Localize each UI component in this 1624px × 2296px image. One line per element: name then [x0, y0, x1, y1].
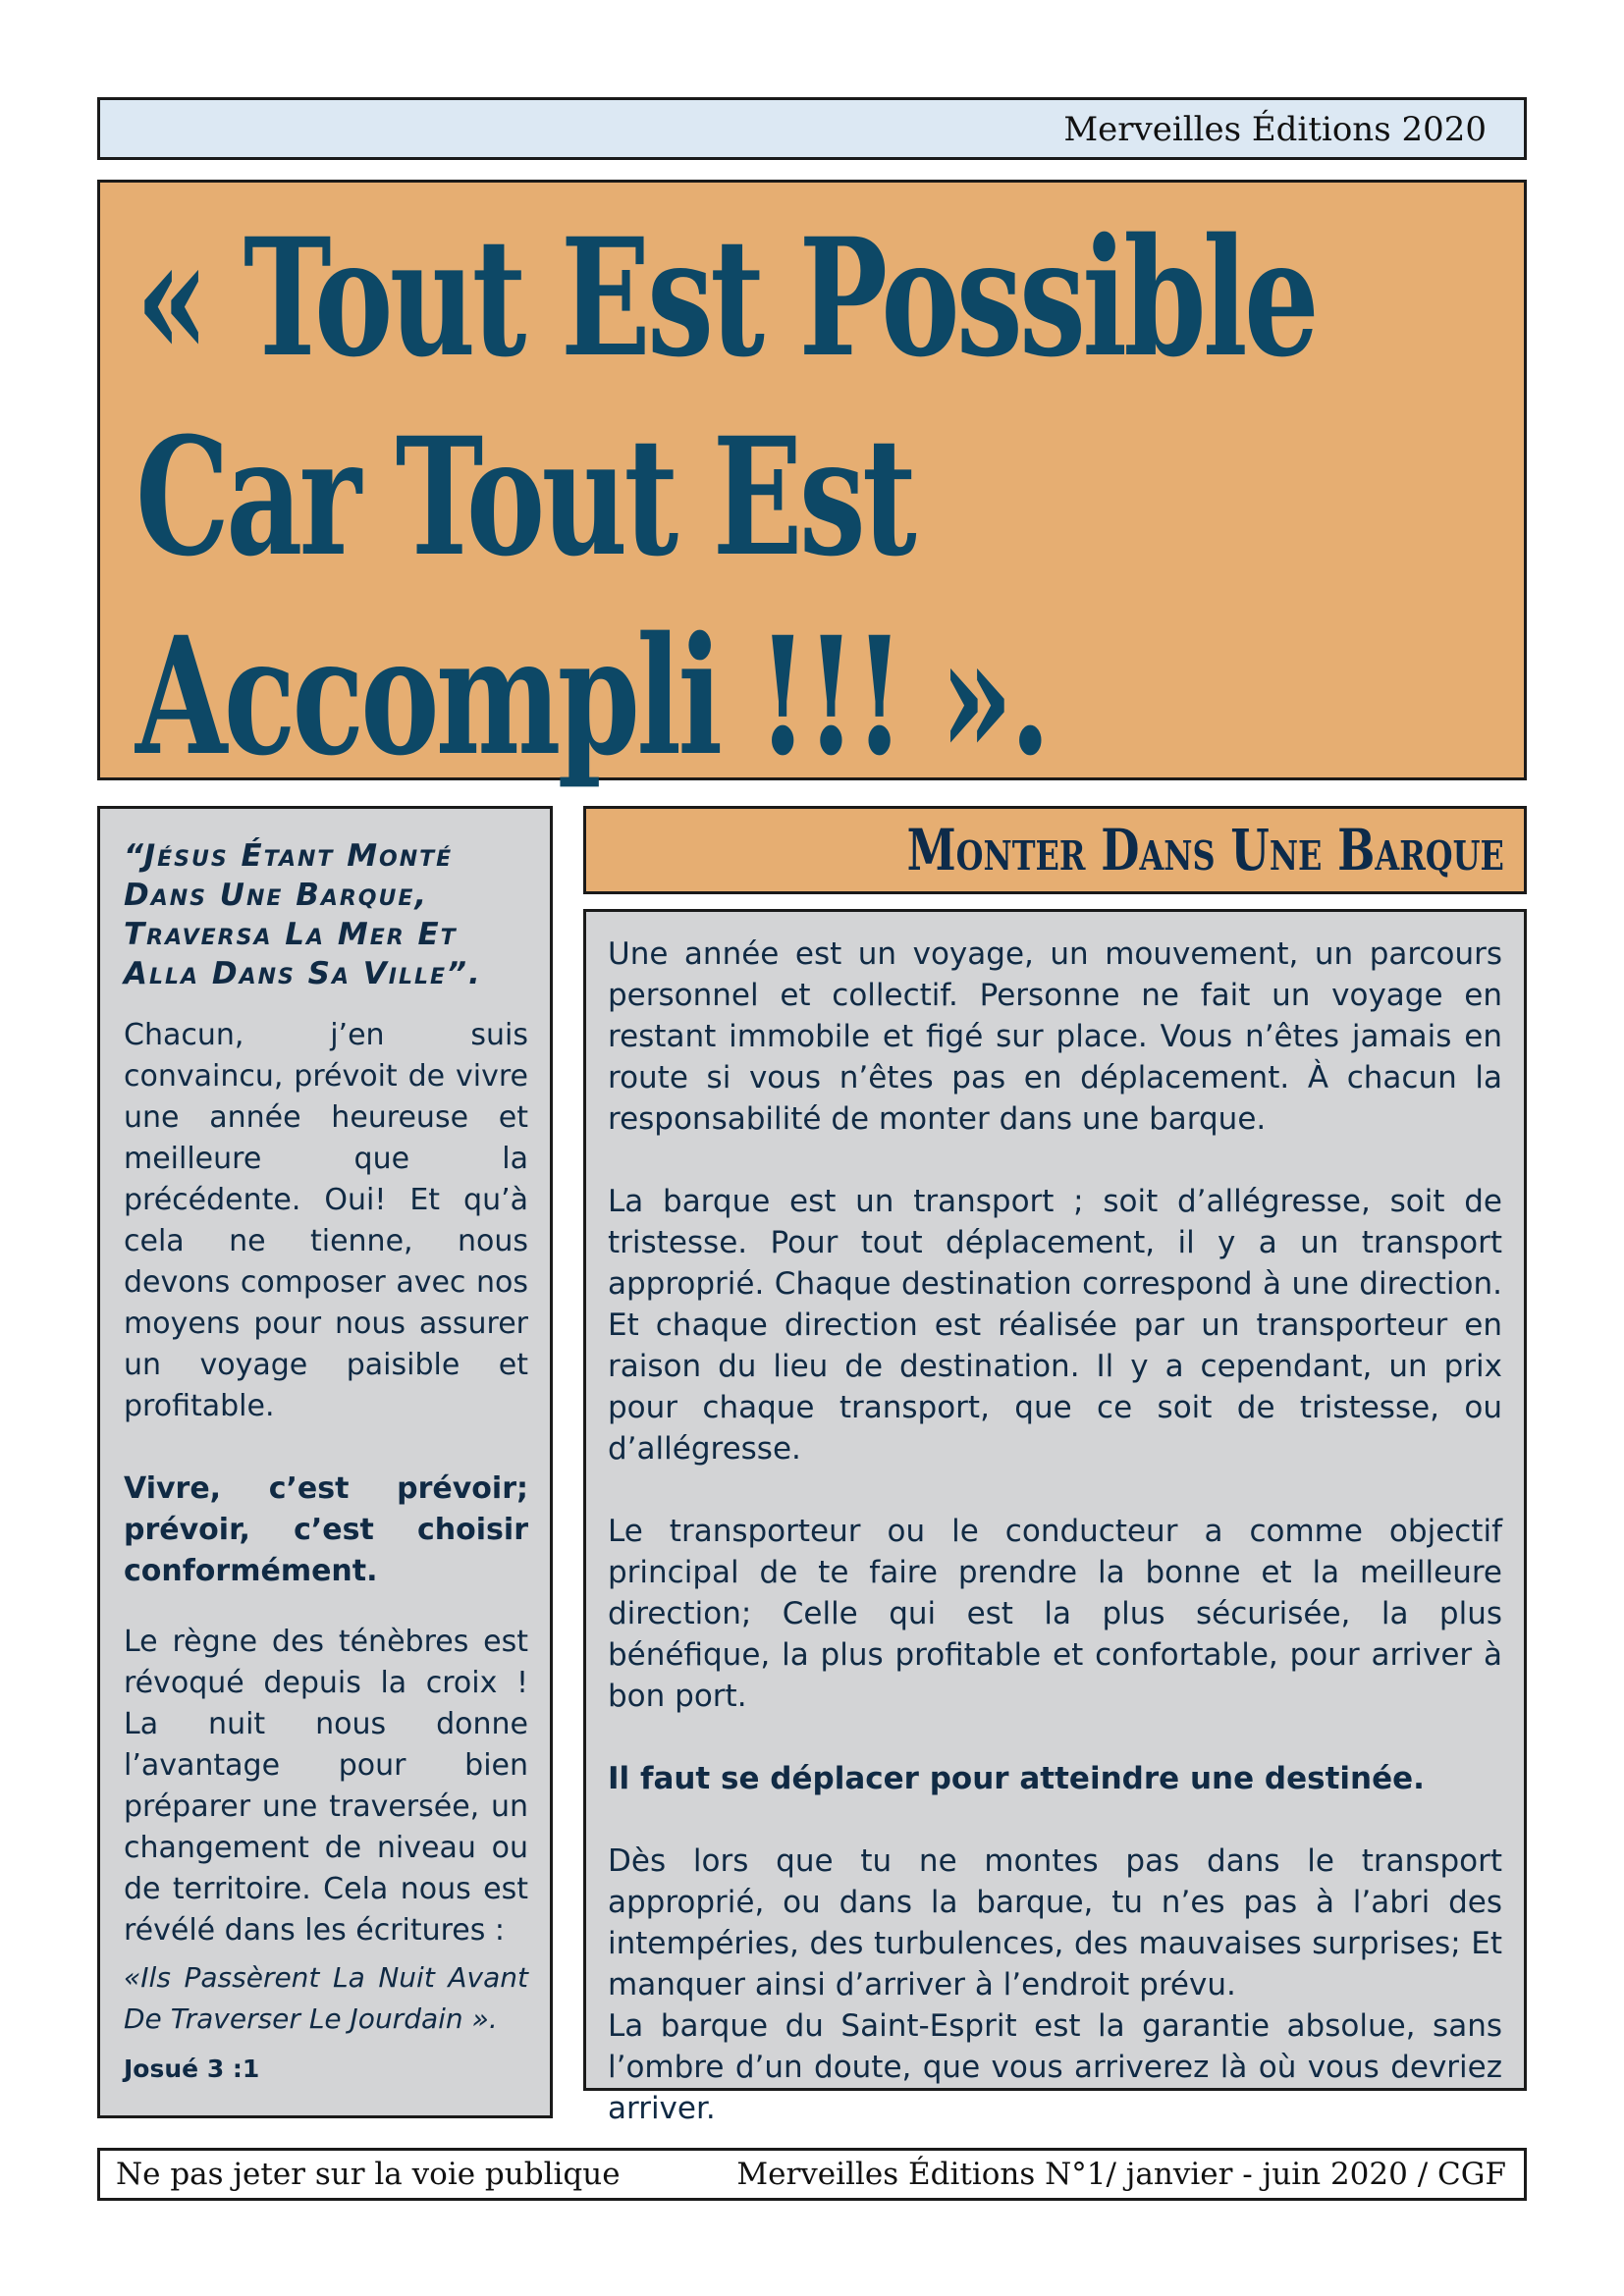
article-panel	[583, 909, 1527, 2126]
article-title: Monter Dans Une Barque	[906, 817, 1504, 883]
article-paragraph-4: Il faut se déplacer pour atteindre une destinée.	[608, 1761, 1425, 1796]
article-paragraph-2: La barque est un transport ; soit d’allégresse, soit de tristesse. Pour tout déplacement, il y a un transport approprié. Chaque destination correspond à une direction. Et chaque direction est réalisée par un transporteur en raison du lieu de destination. Il y a cependant, un prix pour chaque transport, que ce soit de tristesse, ou d’allégresse.	[608, 1184, 1502, 1467]
headline-panel	[97, 180, 1527, 791]
footer-edition: Merveilles Éditions N°1/ janvier - juin 2020 / CGF	[736, 2157, 1506, 2192]
sidebar-paragraph-3: Le règne des ténèbres est révoqué depuis la croix ! La nuit nous donne l’avantage pour bien préparer une traversée, un changement de niveau ou de territoire. Cela nous est révélé dans les écritures :	[124, 1625, 528, 1948]
sidebar-quote: “Jésus Étant Monté Dans Une Barque, Traversa La Mer Et Alla Dans Sa Ville”.	[124, 838, 482, 991]
sidebar-panel	[97, 806, 553, 2118]
sidebar-reference: Josué 3 :1	[124, 2055, 260, 2083]
headline-line-2: Car Tout Est	[135, 401, 914, 592]
article-paragraph-6: La barque du Saint-Esprit est la garantie absolue, sans l’ombre d’un doute, que vous arriverez là où vous devriez arriver.	[608, 2008, 1502, 2126]
sidebar-paragraph-1: Chacun, j’en suis convaincu, prévoit de vivre une année heureuse et meilleure que la précédente. Oui! Et qu’à cela ne tienne, nous devons composer avec nos moyens pour nous assurer un voyage paisible et profitable.	[124, 1018, 528, 1423]
article-title-bar	[583, 806, 1527, 894]
headline-line-3: Accompli !!! ».	[135, 601, 1048, 791]
headline-title	[135, 198, 1316, 796]
footer-notice: Ne pas jeter sur la voie publique	[116, 2157, 621, 2192]
sidebar-scripture: «Ils Passèrent La Nuit Avant De Traverser Le Jourdain ».	[124, 1961, 528, 2035]
footer-band	[97, 2148, 1527, 2201]
article-paragraph-1: Une année est un voyage, un mouvement, un parcours personnel et collectif. Personne ne fait un voyage en restant immobile et figé sur place. Vous n’êtes jamais en route si vous n’êtes pas en déplacement. À chacun la responsabilité de monter dans une barque.	[608, 936, 1502, 1137]
header-publisher: Merveilles Éditions 2020	[1063, 110, 1487, 149]
article-paragraph-3: Le transporteur ou le conducteur a comme objectif principal de te faire prendre la bonne et la meilleure direction; Celle qui est la plus sécurisée, la plus bénéfique, la plus profitable et confortable, pour arriver à bon port.	[608, 1514, 1502, 1714]
sidebar-paragraph-2: Vivre, c’est prévoir; prévoir, c’est choisir conformément.	[124, 1471, 528, 1588]
headline-line-1: « Tout Est Possible	[135, 202, 1317, 393]
article-paragraph-5: Dès lors que tu ne montes pas dans le transport approprié, ou dans la barque, tu n’es pas à l’abri des intempéries, des turbulences, des mauvaises surprises; Et manquer ainsi d’arriver à l’endroit prévu.	[608, 1843, 1502, 2002]
header-band	[97, 97, 1527, 160]
